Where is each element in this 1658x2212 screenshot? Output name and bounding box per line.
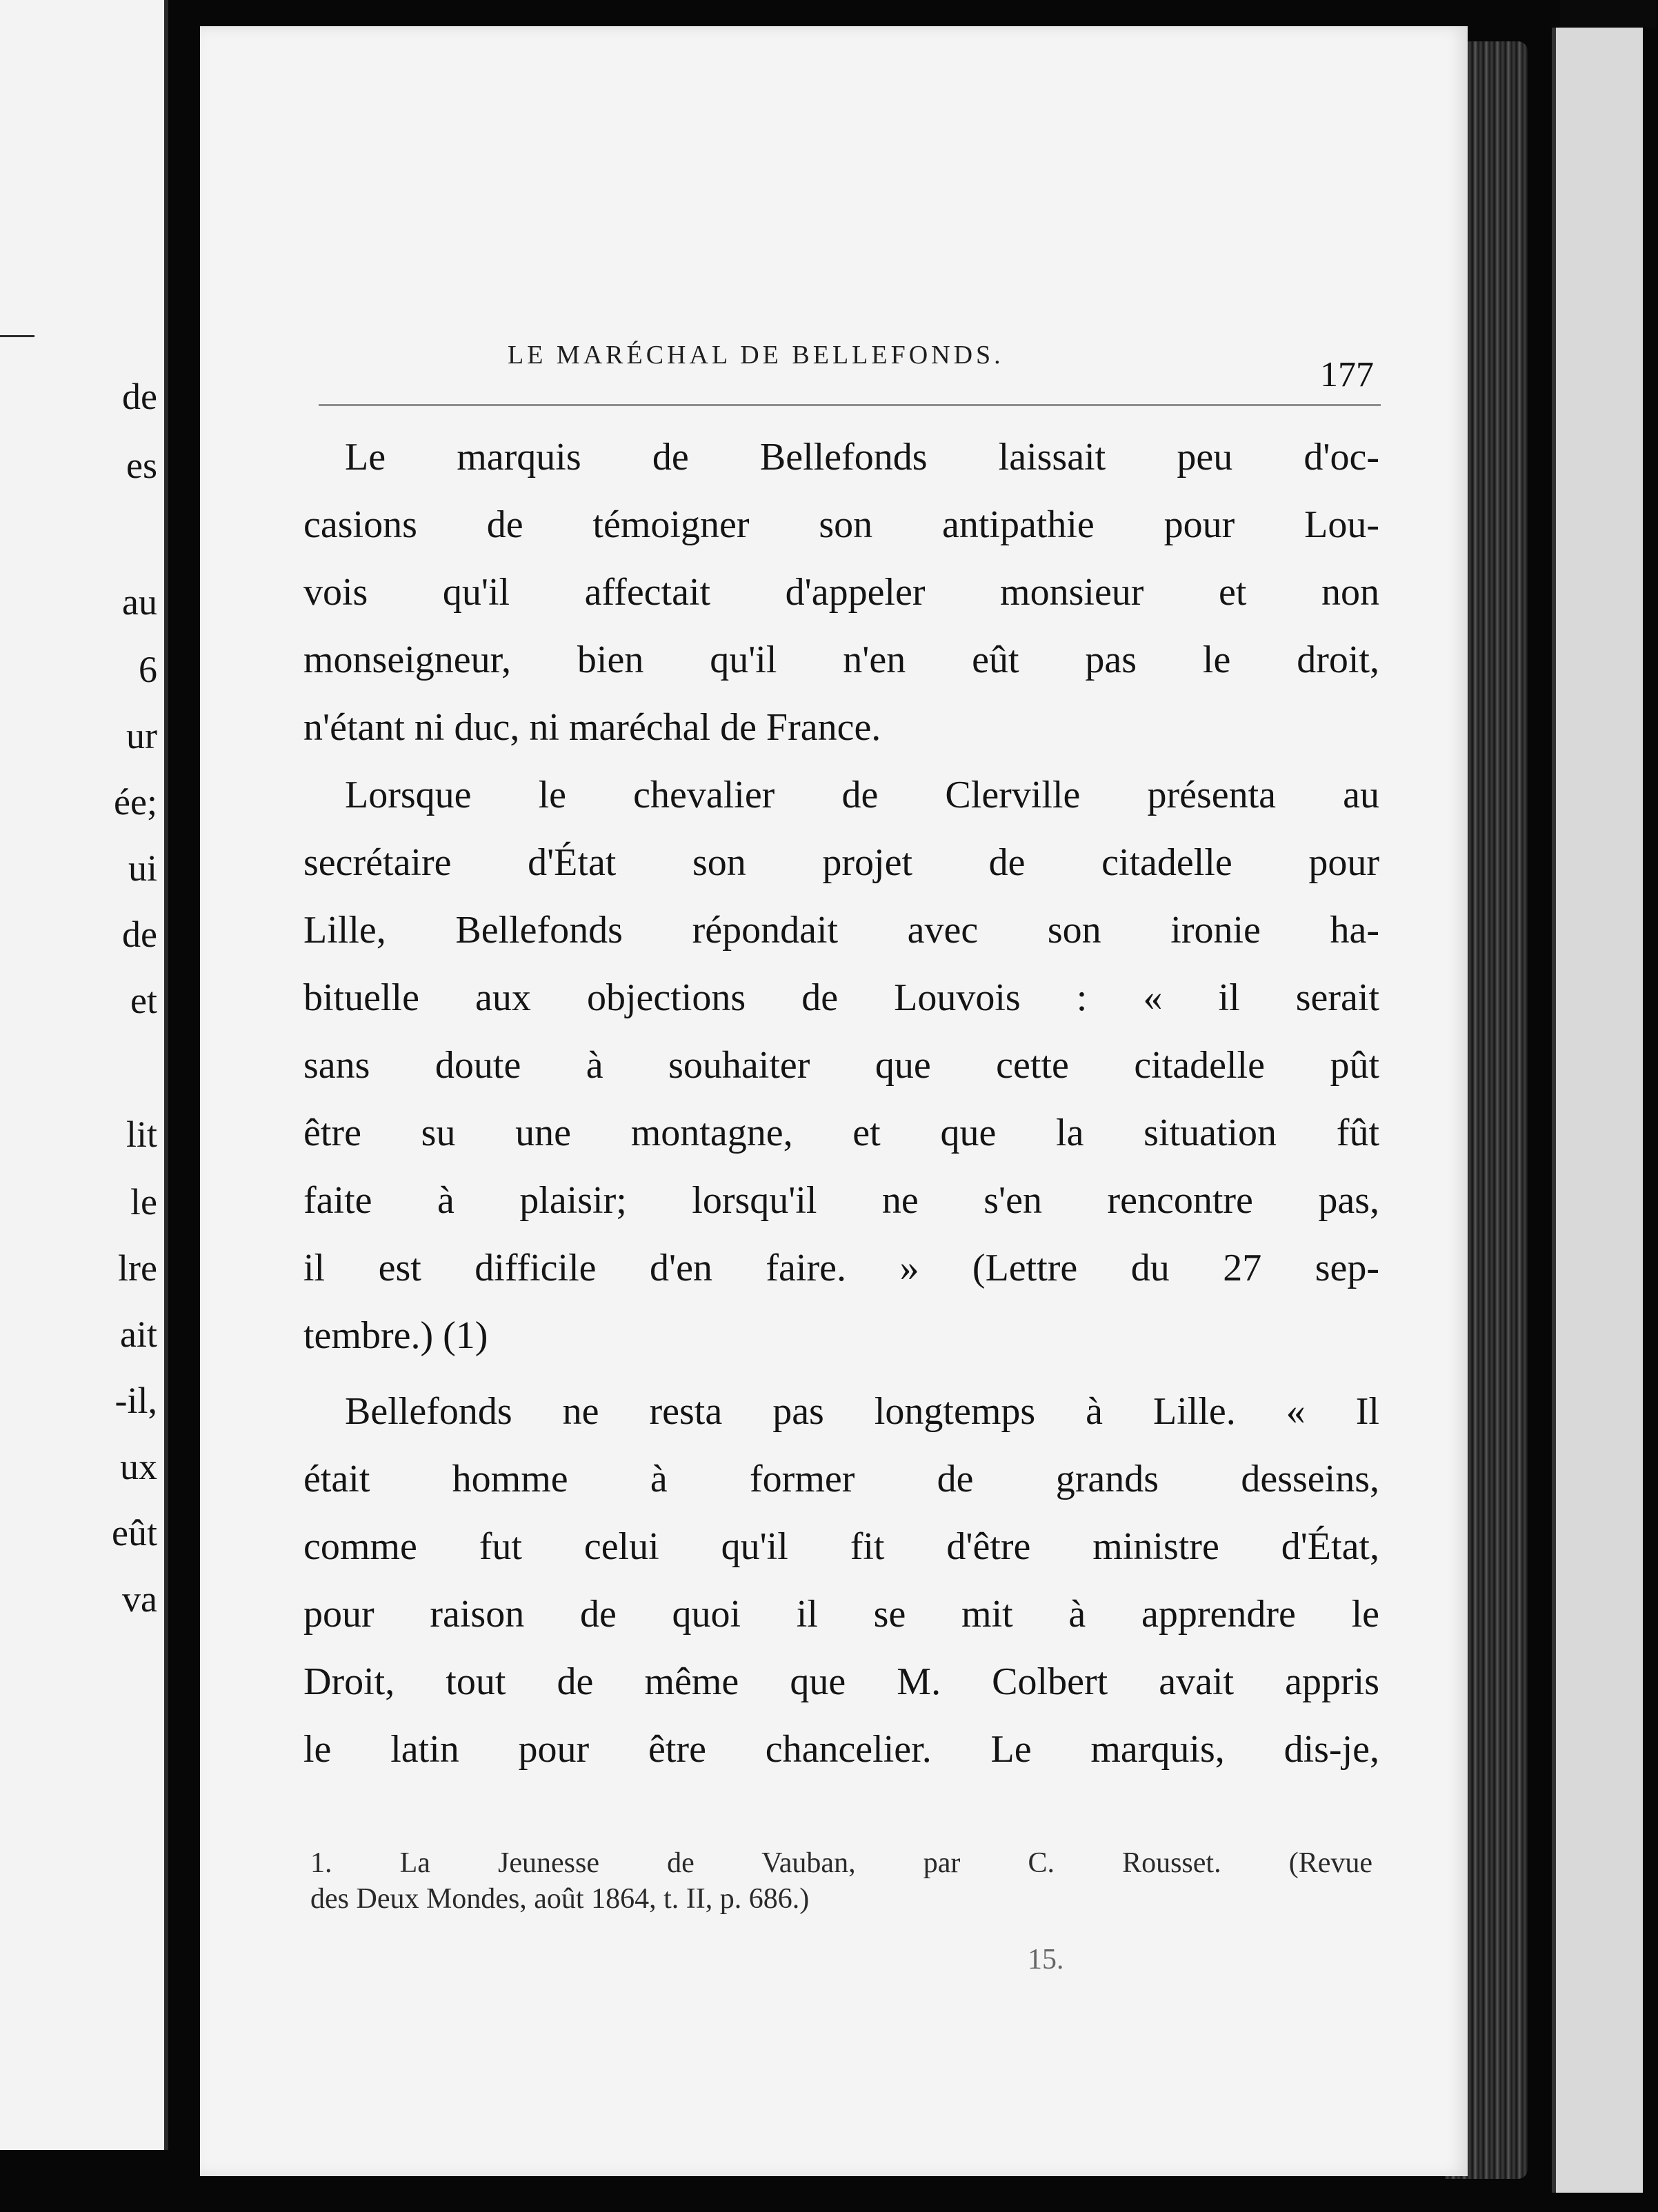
left-page-fragment: lit [126,1114,157,1155]
text-line: sans doute à souhaiter que cette citadelle pût [303,1044,1379,1087]
book-top-shadow [1560,0,1657,28]
text-line: le latin pour être chancelier. Le marquis, dis-je, [303,1728,1379,1771]
footnote-line: 1. La Jeunesse de Vauban, par C. Rousset. (Revue [310,1847,1372,1879]
text-line: secrétaire d'État son projet de citadelle pour [303,841,1379,884]
text-line: Bellefonds ne resta pas longtemps à Lille. « Il [345,1390,1379,1433]
left-page-fragment: es [126,445,157,486]
text-line: casions de témoigner son antipathie pour Lou- [303,503,1379,546]
text-line: être su une montagne, et que la situation fût [303,1112,1379,1154]
text-line: Lorsque le chevalier de Clerville présenta au [345,774,1379,816]
text-line: faite à plaisir; lorsqu'il ne s'en rencontre pas, [303,1179,1379,1222]
running-header: LE MARÉCHAL DE BELLEFONDS. [508,341,1004,370]
left-page-fragment: de [122,376,157,417]
text-line: monseigneur, bien qu'il n'en eût pas le droit, [303,639,1379,681]
text-line: comme fut celui qu'il fit d'être ministre d'État, [303,1525,1379,1568]
footnote-line: des Deux Mondes, août 1864, t. II, p. 686.) [310,1883,810,1915]
left-page-fragment: va [122,1578,157,1620]
left-page-fragment: 6 [139,649,157,690]
right-page [200,26,1468,2176]
text-line: pour raison de quoi il se mit à apprendre le [303,1593,1379,1636]
left-page-fragment: ée; [114,781,157,823]
text-line: il est difficile d'en faire. » (Lettre du 27 sep- [303,1247,1379,1289]
left-page-fragment: lre [118,1247,157,1289]
text-line: était homme à former de grands desseins, [303,1458,1379,1500]
left-facing-page [0,0,168,2150]
header-rule [319,404,1381,406]
left-page-fragment: et [130,980,157,1021]
left-page-fragment: ui [128,847,157,889]
text-line: tembre.) (1) [303,1314,488,1357]
left-page-fragment: -il, [114,1380,157,1421]
left-page-fragment: eût [112,1512,157,1554]
text-line: Droit, tout de même que M. Colbert avait appris [303,1660,1379,1703]
left-page-fragment: ux [120,1446,157,1487]
left-page-header-rule [0,335,34,337]
text-line: Le marquis de Bellefonds laissait peu d'oc- [345,436,1379,479]
text-line: vois qu'il affectait d'appeler monsieur et non [303,571,1379,614]
text-line: n'étant ni duc, ni maréchal de France. [303,706,881,749]
left-page-fragment: le [130,1181,157,1223]
text-line: Lille, Bellefonds répondait avec son ironie ha- [303,909,1379,952]
left-page-fragment: au [122,581,157,623]
page-number: 177 [1320,355,1374,394]
left-page-fragment: de [122,914,157,955]
left-page-fragment: ur [126,715,157,756]
signature-mark: 15. [1028,1944,1064,1975]
book-cover-board [1552,28,1643,2193]
text-line: bituelle aux objections de Louvois : « il serait [303,976,1379,1019]
left-page-fragment: ait [120,1314,157,1355]
